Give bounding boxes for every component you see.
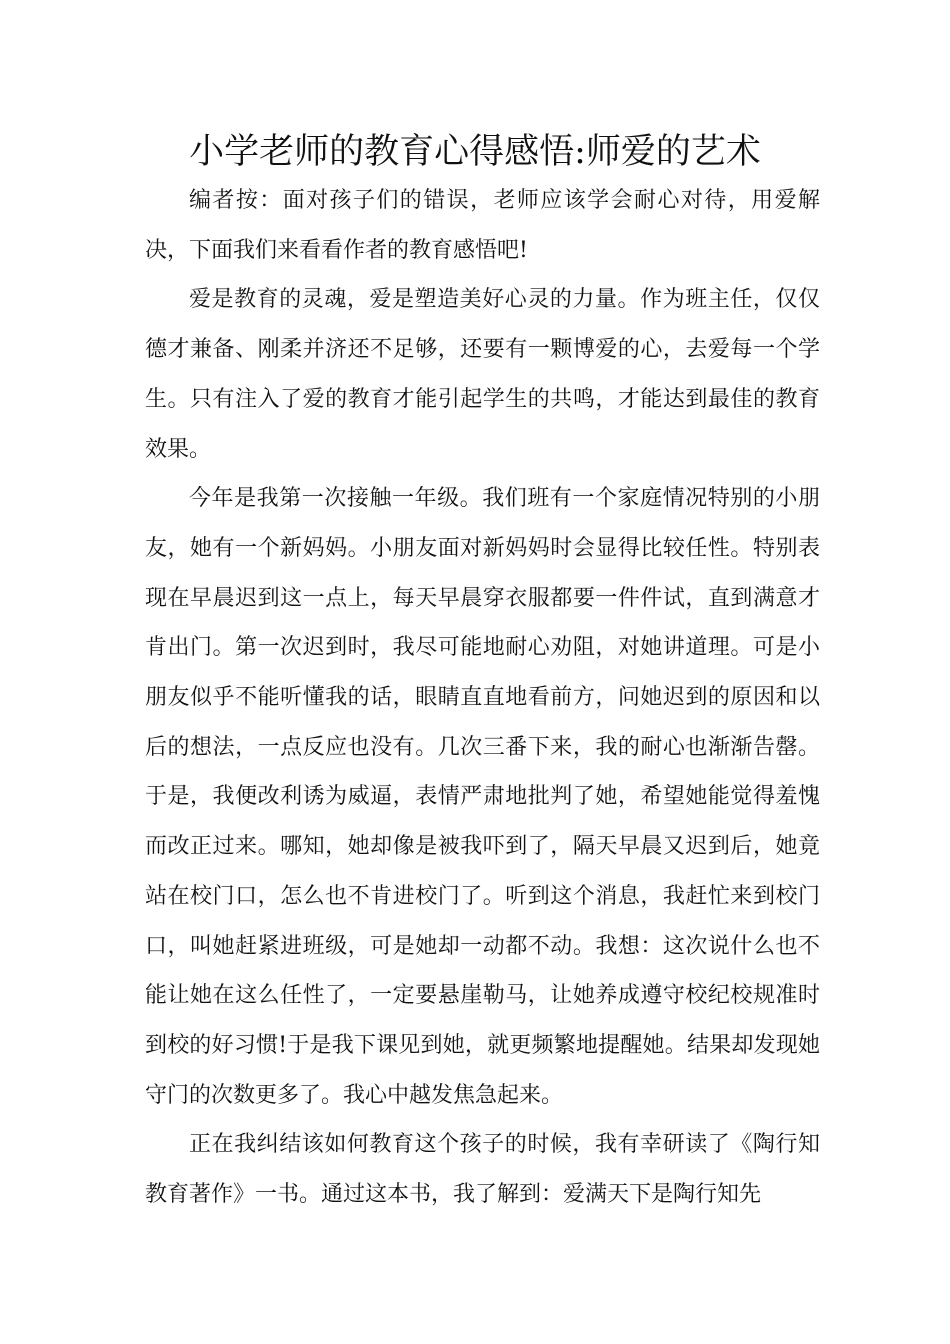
paragraph-first-grade-story: 今年是我第一次接触一年级。我们班有一个家庭情况特别的小朋友，她有一个新妈妈。小朋友面对新妈妈时会显得比较任性。特别表现在早晨迟到这一点上，每天早晨穿衣服都要一件件试，直到满意才肯出门。第一次迟到时，我尽可能地耐心劝阻，对她讲道理。可是小朋友似乎不能听懂我的话，眼睛直直地看前方，问她迟到的原因和以后的想法，一点反应也没有。几次三番下来，我的耐心也渐渐告罄。于是，我便改利诱为威逼，表情严肃地批判了她，希望她能觉得羞愧而改正过来。哪知，她却像是被我吓到了，隔天早晨又迟到后，她竟站在校门口，怎么也不肯进校门了。听到这个消息，我赶忙来到校门口，叫她赶紧进班级，可是她却一动都不动。我想：这次说什么也不能让她在这么任性了，一定要悬崖勒马，让她养成遵守校纪校规准时到校的好习惯!于是我下课见到她，就更频繁地提醒她。结果却发现她守门的次数更多了。我心中越发焦急起来。: [145, 486, 820, 1108]
paragraph-editor-note: 编者按：面对孩子们的错误，老师应该学会耐心对待，用爱解决，下面我们来看看作者的教育感悟吧!: [145, 188, 820, 263]
document-title: 小学老师的教育心得感悟:师爱的艺术: [189, 132, 761, 172]
document-body: [145, 176, 820, 1220]
paragraph-love-soul: 爱是教育的灵魂，爱是塑造美好心灵的力量。作为班主任，仅仅德才兼备、刚柔并济还不足够，还要有一颗博爱的心，去爱每一个学生。只有注入了爱的教育才能引起学生的共鸣，才能达到最佳的教育效果。: [145, 287, 820, 462]
paragraph-tao-xingzhi: 正在我纠结该如何教育这个孩子的时候，我有幸研读了《陶行知教育著作》一书。通过这本书，我了解到：爱满天下是陶行知先: [145, 1132, 820, 1208]
